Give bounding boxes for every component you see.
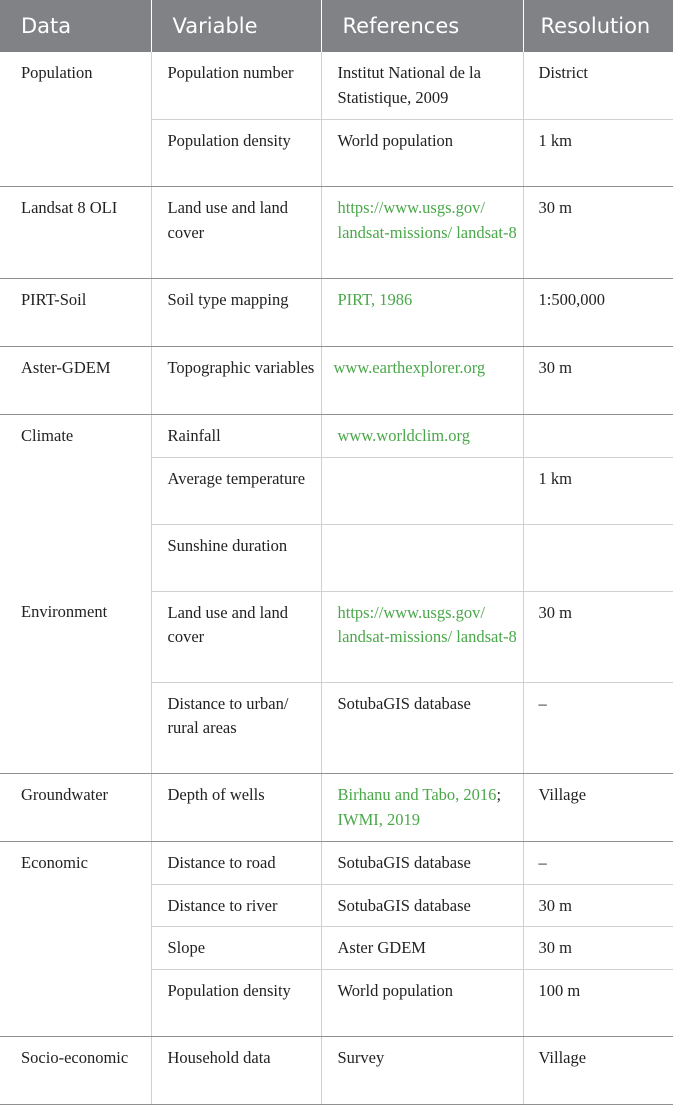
cell-resolution: Village [523, 774, 673, 842]
cell-data: Landsat 8 OLI [0, 187, 151, 279]
cell-variable: Land use and land cover [151, 187, 321, 279]
cell-resolution: 30 m [523, 347, 673, 415]
cell-variable: Population number [151, 52, 321, 119]
reference-link[interactable]: www.earthexplorer.org [333, 358, 486, 377]
cell-variable: Soil type mapping [151, 279, 321, 347]
cell-variable: Average temperature [151, 457, 321, 524]
cell-data: Economic [0, 842, 151, 885]
table-row [0, 1037, 673, 1105]
cell-resolution: 1:500,000 [523, 279, 673, 347]
cell-reference: SotubaGIS database [321, 842, 523, 885]
table-row [0, 279, 673, 347]
cell-reference: SotubaGIS database [321, 682, 523, 774]
cell-reference [321, 279, 523, 347]
table-row [0, 187, 673, 279]
cell-reference: Institut National de la Statistique, 2009 [321, 52, 523, 119]
cell-reference: World population [321, 119, 523, 187]
reference-link[interactable]: https://www.usgs.gov/ landsat-missions/ landsat-8 [337, 602, 517, 647]
table-row [0, 347, 673, 415]
cell-reference: World population [321, 969, 523, 1037]
cell-data: Socio-economic [0, 1037, 151, 1105]
cell-reference [321, 347, 523, 415]
cell-variable: Population density [151, 969, 321, 1037]
cell-reference [321, 774, 523, 842]
table-row [0, 457, 673, 524]
reference-link[interactable]: www.worldclim.org [337, 426, 470, 445]
cell-reference: SotubaGIS database [321, 884, 523, 927]
cell-resolution: 100 m [523, 969, 673, 1037]
table-row [0, 52, 673, 119]
cell-reference [321, 457, 523, 524]
header-row [0, 0, 673, 52]
table-row [0, 927, 673, 970]
cell-reference [321, 591, 523, 682]
header-variable: Variable [151, 0, 321, 52]
cell-variable: Rainfall [151, 415, 321, 458]
table-row [0, 884, 673, 927]
cell-data [0, 524, 151, 591]
cell-data [0, 457, 151, 524]
cell-resolution: – [523, 842, 673, 885]
table-row [0, 842, 673, 885]
cell-reference [321, 524, 523, 591]
reference-separator: ; [496, 785, 502, 805]
cell-reference: Aster GDEM [321, 927, 523, 970]
cell-data: PIRT-Soil [0, 279, 151, 347]
cell-variable: Population density [151, 119, 321, 187]
cell-variable: Household data [151, 1037, 321, 1105]
cell-variable: Depth of wells [151, 774, 321, 842]
table-row [0, 591, 673, 682]
cell-variable: Land use and land cover [151, 591, 321, 682]
cell-reference: Survey [321, 1037, 523, 1105]
cell-resolution: 30 m [523, 591, 673, 682]
reference-link[interactable]: Birhanu and Tabo, 2016 [337, 785, 497, 805]
cell-resolution: 30 m [523, 927, 673, 970]
cell-variable: Sunshine duration [151, 524, 321, 591]
table-row [0, 969, 673, 1037]
cell-resolution [523, 524, 673, 591]
table-row [0, 415, 673, 458]
cell-resolution: – [523, 682, 673, 774]
reference-link[interactable]: IWMI, 2019 [337, 809, 420, 829]
table-row [0, 119, 673, 187]
cell-data: Aster-GDEM [0, 347, 151, 415]
cell-variable: Slope [151, 927, 321, 970]
header-references: References [321, 0, 523, 52]
cell-data [0, 682, 151, 774]
reference-link[interactable]: https://www.usgs.gov/ landsat-missions/ landsat-8 [337, 198, 517, 242]
cell-data [0, 119, 151, 187]
cell-resolution: 30 m [523, 884, 673, 927]
header-resolution: Resolution [523, 0, 673, 52]
table-row [0, 774, 673, 842]
cell-variable: Distance to river [151, 884, 321, 927]
cell-reference [321, 187, 523, 279]
cell-resolution [523, 415, 673, 458]
cell-variable: Distance to urban/ rural areas [151, 682, 321, 774]
cell-resolution: 30 m [523, 187, 673, 279]
cell-data: Environment [0, 591, 151, 682]
cell-resolution: Village [523, 1037, 673, 1105]
cell-resolution: District [523, 52, 673, 119]
reference-link[interactable]: PIRT, 1986 [337, 290, 413, 309]
cell-data: Groundwater [0, 774, 151, 842]
header-data: Data [0, 0, 151, 52]
table-row [0, 524, 673, 591]
cell-variable: Distance to road [151, 842, 321, 885]
cell-data [0, 884, 151, 927]
cell-data [0, 927, 151, 970]
cell-resolution: 1 km [523, 119, 673, 187]
cell-data: Population [0, 52, 151, 119]
cell-resolution: 1 km [523, 457, 673, 524]
cell-reference [321, 415, 523, 458]
cell-data: Climate [0, 415, 151, 458]
cell-data [0, 969, 151, 1037]
cell-variable: Topographic variables [151, 347, 321, 415]
table-row [0, 682, 673, 774]
